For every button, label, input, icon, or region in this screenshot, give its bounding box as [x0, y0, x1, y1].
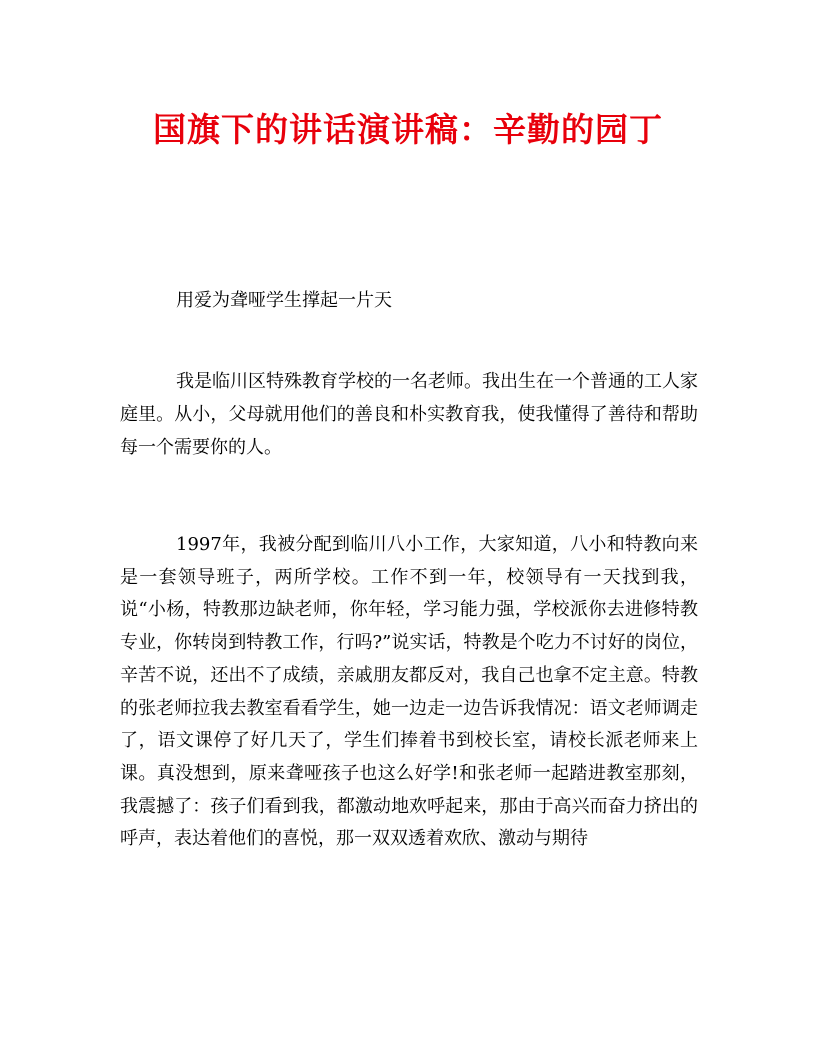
document-title: 国旗下的讲话演讲稿：辛勤的园丁 [153, 110, 663, 149]
paragraph-1: 我是临川区特殊教育学校的一名老师。我出生在一个普通的工人家庭里。从小，父母就用他们的善良和朴实教育我，使我懂得了善待和帮助每一个需要你的人。 [120, 371, 698, 458]
paragraph-2: 1997年，我被分配到临川八小工作，大家知道，八小和特教向来是一套领导班子，两所学校。工作不到一年，校领导有一天找到我，说“小杨，特教那边缺老师，你年轻，学习能力强，学校派你去进修特教专业，你转岗到特教工作，行吗?”说实话，特教是个吃力不讨好的岗位，辛苦不说，还出不了成绩，亲戚朋友都反对，我自己也拿不定主意。特教的张老师拉我去教室看看学生，她一边走一边告诉我情况：语文老师调走了，语文课停了好几天了，学生们捧着书到校长室，请校长派老师来上课。真没想到，原来聋哑孩子也这么好学!和张老师一起踏进教室那刻，我震撼了：孩子们看到我，都激动地欢呼起来，那由于高兴而奋力挤出的呼声，表达着他们的喜悦，那一双双透着欢欣、激动与期待 [120, 534, 698, 850]
document-subtitle: 用爱为聋哑学生撑起一片天 [176, 290, 392, 311]
